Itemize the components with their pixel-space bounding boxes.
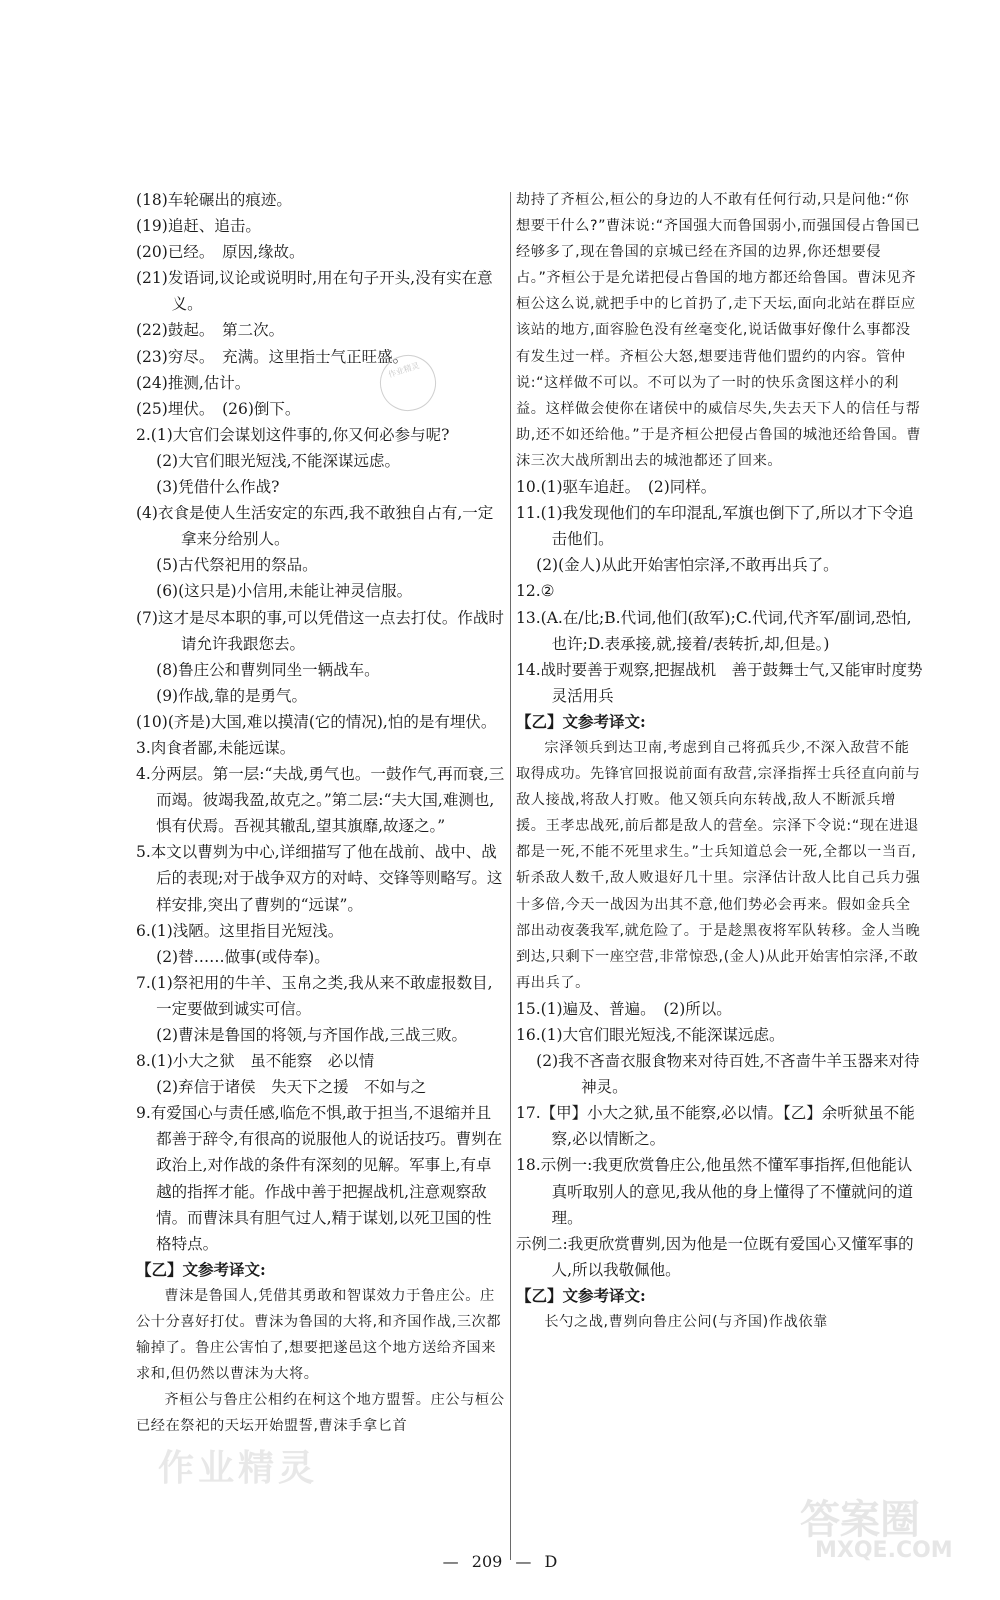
- answer-item: 13.(A.在/比;B.代词,他们(敌军);C.代词,代齐军/副词,恐怕,也许;D.表承接,就,接着/表转折,却,但是。): [516, 608, 912, 653]
- watermark-bottom-left: 作业精灵: [158, 1448, 319, 1489]
- section-heading: 【乙】文参考译文:: [516, 711, 646, 731]
- answer-item: 14.战时要善于观察,把握战机 善于鼓舞士气,又能审时度势灵活用兵: [516, 660, 923, 705]
- answer-item: 示例二:我更欣赏曹刿,因为他是一位既有爱国心又懂军事的人,所以我敬佩他。: [516, 1234, 914, 1279]
- footer-dash-left: —: [442, 1552, 459, 1571]
- answer-item: (24)推测,估计。: [136, 373, 251, 392]
- translation-paragraph: 劫持了齐桓公,桓公的身边的人不敢有任何行动,只是问他:“你想要干什么?”曹沫说:“齐国强大而鲁国弱小,而强国侵占鲁国已经够多了,现在鲁国的京城已经在齐国的边界,你还想要侵占。”齐桓公于是允诺把侵占鲁国的地方都还给鲁国。曹沫见齐桓公这么说,就把手中的匕首扔了,走下天坛,面向北站在群臣应该站的地方,面容脸色没有丝毫变化,说话做事好像什么事都没有发生过一样。齐桓公大怒,想要违背他们盟约的内容。管仲说:“这样做不可以。不可以为了一时的快乐贪图这样小的利益。这样做会使你在诸侯中的威信尽失,失去天下人的信任与帮助,还不如还给他。”于是齐桓公把侵占鲁国的城池还给鲁国。曹沫三次大战所割出去的城池都还了回来。: [516, 192, 922, 469]
- translation-paragraph: 长勺之战,曹刿向鲁庄公问(与齐国)作战依靠: [544, 1314, 828, 1331]
- watermark-site: MXQE.COM: [815, 1538, 953, 1563]
- answer-item: (18)车轮碾出的痕迹。: [136, 191, 292, 209]
- answer-item: (2)(金人)从此开始害怕宗泽,不敢再出兵了。: [536, 556, 839, 575]
- answer-item: 8.(1)小大之狱 虽不能察 必以情: [136, 1052, 375, 1071]
- answer-item: (25)埋伏。 (26)倒下。: [136, 399, 301, 418]
- answer-item: 16.(1)大官们眼光短浅,不能深谋远虑。: [516, 1026, 785, 1044]
- answer-item: (4)衣食是使人生活安定的东西,我不敢独自占有,一定拿来分给别人。: [136, 504, 494, 549]
- answer-item: (2)大官们眼光短浅,不能深谋远虑。: [156, 451, 401, 470]
- section-heading: 【乙】文参考译文:: [136, 1259, 266, 1279]
- answer-item: (2)替……做事(或侍奉)。: [156, 947, 330, 966]
- answer-item: (23)穷尽。 充满。这里指士气正旺盛。: [136, 347, 409, 366]
- answer-item: 4.分两层。第一层:“夫战,勇气也。一鼓作气,再而衰,三而竭。彼竭我盈,故克之。”第二层:“夫大国,难测也,惧有伏焉。吾视其辙乱,望其旗靡,故逐之。”: [136, 765, 505, 836]
- footer-dash-right: —: [515, 1552, 532, 1571]
- page-number: 209: [471, 1552, 503, 1571]
- answer-item: 9.有爱国心与责任感,临危不惧,敢于担当,不退缩并且都善于辞令,有很高的说服他人的说话技巧。曹刿在政治上,对作战的条件有深刻的见解。军事上,有卓越的指挥才能。作战中善于把握战机,注意观察敌情。而曹沫具有胆气过人,精于谋划,以死卫国的性格特点。: [136, 1104, 503, 1253]
- answer-item: (19)追赶、追击。: [136, 217, 261, 236]
- answer-item: (2)曹沫是鲁国的将领,与齐国作战,三战三败。: [156, 1026, 467, 1044]
- answer-item: 18.示例一:我更欣赏鲁庄公,他虽然不懂军事指挥,但他能认真听取别人的意见,我从他的身上懂得了不懂就问的道理。: [516, 1156, 914, 1227]
- answer-item: 7.(1)祭祀用的牛羊、玉帛之类,我从来不敢虚报数目,一定要做到诚实可信。: [136, 973, 493, 1018]
- answer-item: 11.(1)我发现他们的车印混乱,军旗也倒下了,所以才下令追击他们。: [516, 504, 914, 549]
- translation-paragraph: 曹沫是鲁国人,凭借其勇敢和智谋效力于鲁庄公。庄公十分喜好打仗。曹沫为鲁国的大将,和齐国作战,三次都输掉了。鲁庄公害怕了,想要把遂邑这个地方送给齐国来求和,但仍然以曹沫为大将。: [136, 1287, 502, 1383]
- translation-paragraph: 宗泽领兵到达卫南,考虑到自己将孤兵少,不深入敌营不能取得成功。先锋官回报说前面有敌营,宗泽指挥士兵径直向前与敌人接战,将敌人打败。他又领兵向东转战,敌人不断派兵增援。王孝忠战死,前后都是敌人的营垒。宗泽下令说:“现在进退都是一死,不能不死里求生。”士兵知道总会一死,全都以一当百,斩杀敌人数千,敌人败退好几十里。宗泽估计敌人比自己兵力强十多倍,今天一战因为出其不意,他们势必会再来。假如金兵全部出动夜袭我军,就危险了。于是趁黑夜将军队转移。金人当晚到达,只剩下一座空营,非常惊恐,(金人)从此开始害怕宗泽,不敢再出兵了。: [516, 739, 921, 991]
- translation-paragraph: 齐桓公与鲁庄公相约在柯这个地方盟誓。庄公与桓公已经在祭祀的天坛开始盟誓,曹沫手拿匕首: [136, 1392, 505, 1435]
- answer-item: (10)(齐是)大国,难以摸清(它的情况),怕的是有埋伏。: [136, 712, 497, 731]
- answer-item: (7)这才是尽本职的事,可以凭借这一点去打仗。作战时请允许我跟您去。: [136, 608, 504, 653]
- answer-item: 6.(1)浅陋。这里指目光短浅。: [136, 921, 344, 940]
- answer-item: (6)(这只是)小信用,未能让神灵信服。: [156, 582, 413, 601]
- answer-item: 3.肉食者鄙,未能远谋。: [136, 738, 296, 757]
- answer-item: 2.(1)大官们会谋划这件事的,你又何必参与呢?: [136, 425, 450, 444]
- answer-item: (2)弃信于诸侯 失天下之援 不如与之: [156, 1078, 427, 1097]
- page-footer: [0, 1552, 1000, 1571]
- answer-item: 12.②: [516, 582, 555, 601]
- column-divider: [510, 192, 511, 1560]
- answer-item: 10.(1)驱车追赶。 (2)同样。: [516, 478, 717, 497]
- answer-item: (21)发语词,议论或说明时,用在句子开头,没有实在意义。: [136, 269, 493, 314]
- answer-item: (9)作战,靠的是勇气。: [156, 686, 308, 705]
- right-column: [516, 187, 924, 1335]
- answer-item: 15.(1)遍及、普遍。 (2)所以。: [516, 999, 732, 1018]
- section-heading: 【乙】文参考译文:: [516, 1285, 646, 1305]
- answer-item: (3)凭借什么作战?: [156, 478, 280, 497]
- watermark-logo: 答案圈: [800, 1497, 920, 1543]
- answer-item: (5)古代祭祀用的祭品。: [156, 556, 318, 575]
- answer-item: (20)已经。 原因,缘故。: [136, 243, 305, 262]
- answer-item: (8)鲁庄公和曹刿同坐一辆战车。: [156, 660, 380, 679]
- section-letter: D: [544, 1552, 558, 1571]
- answer-item: 5.本文以曹刿为中心,详细描写了他在战前、战中、战后的表现;对于战争双方的对峙、交锋等则略写。这样安排,突出了曹刿的“远谋”。: [136, 843, 503, 914]
- left-column: [136, 187, 506, 1440]
- answer-item: (2)我不吝啬衣服食物来对待百姓,不吝啬牛羊玉器来对待神灵。: [536, 1052, 920, 1097]
- answer-item: (22)鼓起。 第二次。: [136, 321, 285, 340]
- watermark-stamp: 作业精灵: [373, 348, 444, 419]
- answer-item: 17.【甲】小大之狱,虽不能察,必以情。【乙】余听狱虽不能察,必以情断之。: [516, 1104, 915, 1149]
